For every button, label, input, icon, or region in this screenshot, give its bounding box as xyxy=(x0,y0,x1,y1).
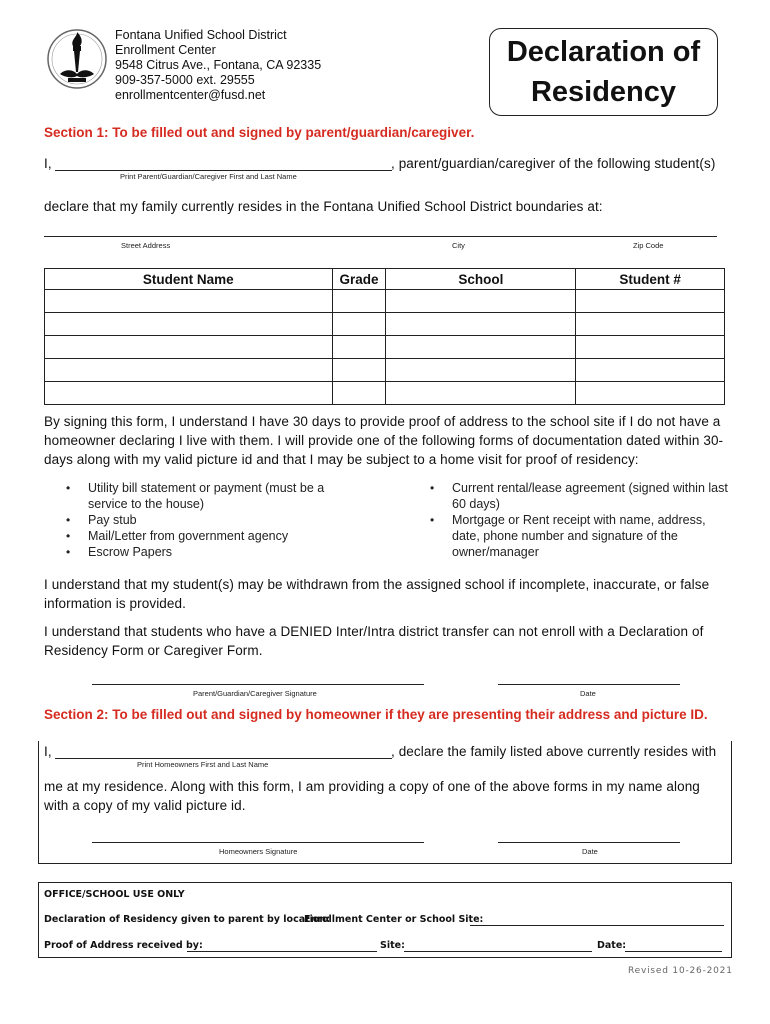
declare-text: declare that my family currently resides in the Fontana Unified School District boundaries at: xyxy=(44,199,603,214)
homeowner-signature-caption: Homeowners Signature xyxy=(219,847,298,856)
homeowner-name-field[interactable] xyxy=(55,743,392,759)
parent-name-field[interactable] xyxy=(55,155,392,171)
district-phone: 909-357-5000 ext. 29555 xyxy=(115,73,255,87)
parent-date-field[interactable] xyxy=(498,672,680,685)
form-title xyxy=(489,28,718,116)
section2-i-prefix: I, xyxy=(44,744,52,759)
office-line1-options: Enrollment Center or School Site: xyxy=(304,914,484,925)
cell-school[interactable] xyxy=(386,313,576,336)
list-item: • Mortgage or Rent receipt with name, address, date, phone number and signature of the owner/manager xyxy=(408,512,728,560)
torch-logo-icon xyxy=(46,28,108,90)
col-school: School xyxy=(386,269,576,290)
parent-name-caption: Print Parent/Guardian/Caregiver First and Last Name xyxy=(120,172,297,181)
office-site-label: Site: xyxy=(380,940,405,951)
table-row xyxy=(45,336,725,359)
list-item: • Mail/Letter from government agency xyxy=(44,528,364,544)
section2-heading: Section 2: To be filled out and signed by homeowner if they are presenting their address and picture ID. xyxy=(44,707,708,722)
cell-grade[interactable] xyxy=(332,336,386,359)
district-email: enrollmentcenter@fusd.net xyxy=(115,88,266,102)
col-grade: Grade xyxy=(332,269,386,290)
list-item: • Pay stub xyxy=(44,512,364,528)
cell-school[interactable] xyxy=(386,359,576,382)
cell-student-name[interactable] xyxy=(45,313,333,336)
homeowner-signature-field[interactable] xyxy=(92,830,424,843)
table-row xyxy=(45,290,725,313)
table-row xyxy=(45,382,725,405)
office-line1-label: Declaration of Residency given to parent by location: xyxy=(44,914,330,925)
section1-heading: Section 1: To be filled out and signed by parent/guardian/caregiver. xyxy=(44,125,475,140)
section2-continuation: me at my residence. Along with this form, I am providing a copy of one of the above forms in my name along with a copy of my valid picture id. xyxy=(44,779,700,813)
enrollment-center: Enrollment Center xyxy=(115,43,216,57)
documents-list-right xyxy=(408,480,728,560)
section1-i-suffix: , parent/guardian/caregiver of the following student(s) xyxy=(391,156,716,171)
parent-date-caption: Date xyxy=(580,689,596,698)
school-site-field[interactable] xyxy=(470,914,724,926)
col-student-number: Student # xyxy=(576,269,725,290)
homeowner-date-field[interactable] xyxy=(498,830,680,843)
cell-student-number[interactable] xyxy=(576,336,725,359)
district-logo xyxy=(46,28,108,90)
title-line-2: Residency xyxy=(530,76,677,108)
district-address: 9548 Citrus Ave., Fontana, CA 92335 xyxy=(115,58,322,72)
cell-student-number[interactable] xyxy=(576,359,725,382)
col-student-name: Student Name xyxy=(45,269,333,290)
cell-grade[interactable] xyxy=(332,359,386,382)
cell-school[interactable] xyxy=(386,290,576,313)
cell-student-name[interactable] xyxy=(45,290,333,313)
district-name: Fontana Unified School District xyxy=(115,28,287,42)
cell-student-name[interactable] xyxy=(45,336,333,359)
zip-caption: Zip Code xyxy=(633,241,664,250)
office-line2-label: Proof of Address received by: xyxy=(44,940,203,951)
list-item: • Current rental/lease agreement (signed within last 60 days) xyxy=(408,480,728,512)
cell-school[interactable] xyxy=(386,336,576,359)
parent-signature-caption: Parent/Guardian/Caregiver Signature xyxy=(193,689,317,698)
table-header-row xyxy=(45,269,725,290)
city-caption: City xyxy=(452,241,465,250)
homeowner-date-caption: Date xyxy=(582,847,598,856)
table-row xyxy=(45,313,725,336)
list-item: • Escrow Papers xyxy=(44,544,364,560)
homeowner-name-caption: Print Homeowners First and Last Name xyxy=(137,760,269,769)
section2-i-suffix: , declare the family listed above currently resides with xyxy=(391,744,717,759)
street-caption: Street Address xyxy=(121,241,171,250)
title-line-1: Declaration of xyxy=(506,36,701,68)
parent-signature-field[interactable] xyxy=(92,672,424,685)
cell-student-name[interactable] xyxy=(45,359,333,382)
terms-paragraph-3: I understand that students who have a DENIED Inter/Intra district transfer can not enroll with a Declaration of Residency Form or Caregiver Form. xyxy=(44,624,704,658)
terms-paragraph-2: I understand that my student(s) may be withdrawn from the assigned school if incomplete, inaccurate, or false information is provided. xyxy=(44,577,710,611)
cell-student-number[interactable] xyxy=(576,313,725,336)
office-title: OFFICE/SCHOOL USE ONLY xyxy=(44,889,185,900)
cell-grade[interactable] xyxy=(332,382,386,405)
terms-paragraph-1: By signing this form, I understand I have 30 days to provide proof of address to the school site if I do not have a homeowner declaring I live with them. I will provide one of the following forms of documentation dated within 30-days along with my valid picture id and that I may be subject to a home visit for proof of residency: xyxy=(44,414,724,467)
cell-grade[interactable] xyxy=(332,290,386,313)
received-by-field[interactable] xyxy=(187,940,377,952)
section1-i-prefix: I, xyxy=(44,156,52,171)
address-field[interactable] xyxy=(44,224,717,237)
table-row xyxy=(45,359,725,382)
office-date-label: Date: xyxy=(597,940,627,951)
student-table xyxy=(44,268,725,405)
cell-student-name[interactable] xyxy=(45,382,333,405)
list-item: • Utility bill statement or payment (must be a service to the house) xyxy=(44,480,364,512)
office-date-field[interactable] xyxy=(625,940,722,952)
cell-grade[interactable] xyxy=(332,313,386,336)
revised-date: Revised 10-26-2021 xyxy=(628,966,733,976)
documents-list-left xyxy=(44,480,364,560)
cell-school[interactable] xyxy=(386,382,576,405)
cell-student-number[interactable] xyxy=(576,382,725,405)
district-info xyxy=(115,28,321,103)
cell-student-number[interactable] xyxy=(576,290,725,313)
site-field[interactable] xyxy=(404,940,592,952)
